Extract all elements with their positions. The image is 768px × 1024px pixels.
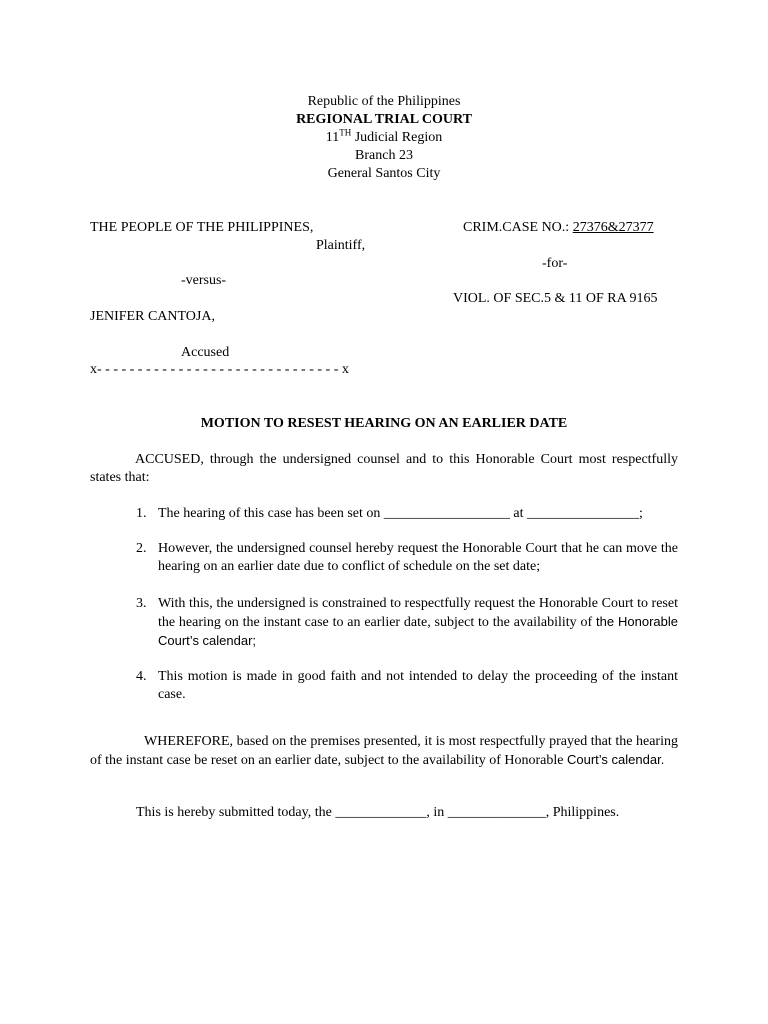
caption-separator: x- - - - - - - - - - - - - - - - - - - - - - - - - - - - - - x	[90, 362, 349, 377]
submission-line: This is hereby submitted today, the _____________, in ______________, Philippines.	[136, 805, 620, 820]
list-item	[136, 540, 678, 576]
header-region	[0, 127, 768, 146]
header-republic: Republic of the Philippines	[307, 94, 461, 109]
item-number: 4.	[136, 669, 147, 684]
prayer-period: .	[660, 752, 665, 767]
header-court: REGIONAL TRIAL COURT	[296, 112, 472, 127]
list-item	[136, 668, 678, 704]
for-label: -for-	[542, 256, 568, 271]
versus-label: -versus-	[181, 273, 227, 288]
prayer-paragraph	[90, 733, 678, 770]
prayer-calendar: Court’s calendar	[566, 752, 661, 767]
header-city: General Santos City	[327, 166, 441, 181]
item-text: However, the undersigned counsel hereby request the Honorable Court that he can move the hearing on an earlier date due to conflict of schedule on the set date;	[158, 541, 678, 574]
prayer-text: WHEREFORE, based on the premises presented, it is most respectfully prayed that the hearing of the instant case be reset on an earlier date, subject to the availability of Honorable	[90, 734, 678, 768]
region-number: 11	[325, 130, 340, 145]
item-number: 1.	[136, 506, 147, 521]
region-text: Judicial Region	[351, 130, 443, 145]
item-text: This motion is made in good faith and not intended to delay the proceeding of the instant case.	[158, 669, 678, 702]
region-superscript: TH	[339, 127, 352, 138]
intro-paragraph: ACCUSED, through the undersigned counsel and to this Honorable Court most respectfully states that:	[90, 452, 678, 485]
item-text-calendar: the Honorable Court’s calendar;	[158, 614, 678, 648]
offense-label: VIOL. OF SEC.5 & 11 OF RA 9165	[453, 291, 658, 306]
item-text	[158, 595, 678, 651]
accused-name: JENIFER CANTOJA,	[90, 309, 215, 324]
list-item	[136, 595, 678, 651]
item-number: 3.	[136, 596, 147, 611]
case-number-line	[463, 220, 654, 236]
item-number: 2.	[136, 541, 147, 556]
accused-label: Accused	[181, 345, 230, 360]
item-text-main: With this, the undersigned is constrained to respectfully request the Honorable Court to reset the hearing on the instant case to an earlier date, subject to the availability of	[158, 596, 678, 630]
list-item	[136, 505, 678, 523]
motion-title: MOTION TO RESEST HEARING ON AN EARLIER DATE	[200, 416, 568, 431]
header-branch: Branch 23	[355, 148, 413, 163]
case-label: CRIM.CASE NO.:	[463, 220, 573, 235]
plaintiff-label: Plaintiff,	[316, 238, 366, 253]
plaintiff-name: THE PEOPLE OF THE PHILIPPINES,	[90, 220, 314, 235]
item-text: The hearing of this case has been set on __________________ at ________________;	[158, 506, 643, 521]
case-number: 27376&27377	[572, 220, 654, 235]
